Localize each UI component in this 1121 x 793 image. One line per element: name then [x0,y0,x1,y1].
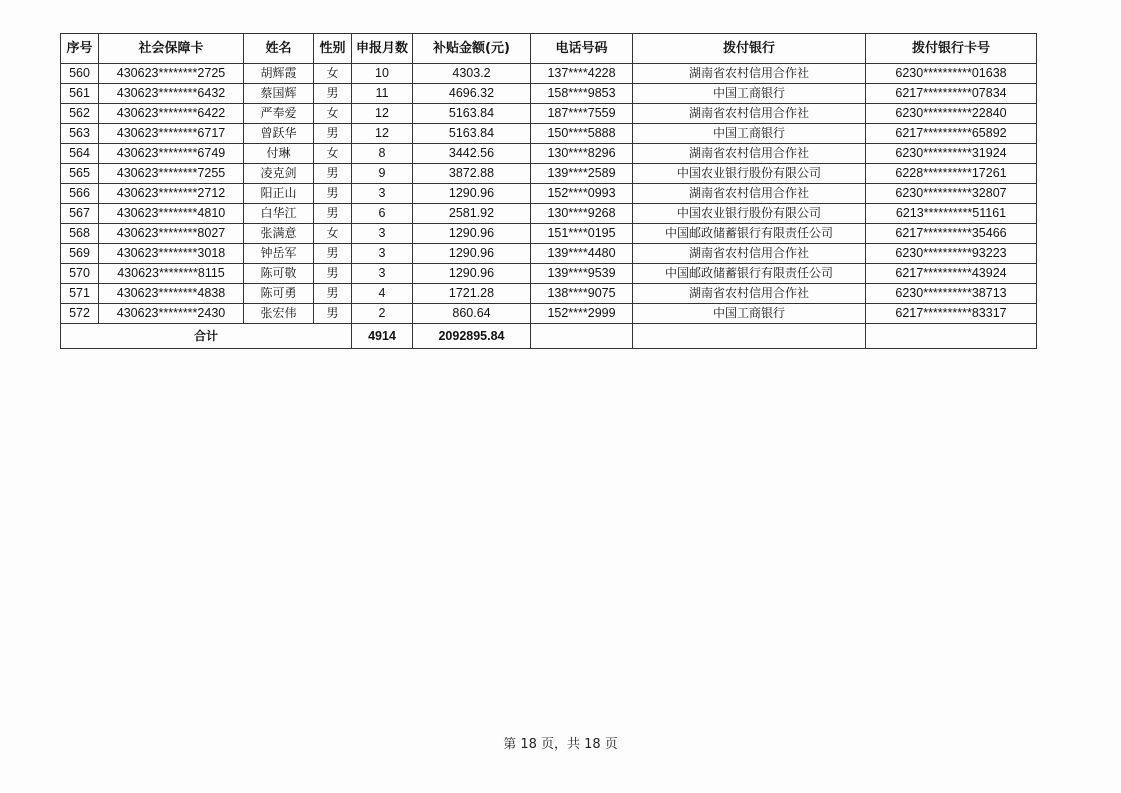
table-row [61,104,1037,124]
table-body [61,64,1037,324]
cell-name: 张满意 [244,224,314,244]
cell-name: 陈可敬 [244,264,314,284]
cell-phone: 130****9268 [531,204,633,224]
cell-amount: 3872.88 [413,164,531,184]
cell-amount: 4696.32 [413,84,531,104]
cell-social-card: 430623********6432 [99,84,244,104]
cell-social-card: 430623********4810 [99,204,244,224]
cell-name: 付琳 [244,144,314,164]
cell-bank: 湖南省农村信用合作社 [633,104,866,124]
cell-months: 9 [352,164,413,184]
header-seq: 序号 [61,34,99,64]
cell-bank-card: 6230**********32807 [866,184,1037,204]
cell-amount: 1290.96 [413,224,531,244]
table-header-row [61,34,1037,64]
header-gender: 性别 [314,34,352,64]
cell-name: 张宏伟 [244,304,314,324]
cell-amount: 1290.96 [413,184,531,204]
cell-seq: 566 [61,184,99,204]
cell-phone: 158****9853 [531,84,633,104]
cell-bank-card: 6230**********38713 [866,284,1037,304]
cell-name: 蔡国辉 [244,84,314,104]
cell-bank: 中国工商银行 [633,304,866,324]
cell-amount: 5163.84 [413,104,531,124]
total-amount: 2092895.84 [413,324,531,349]
cell-gender: 男 [314,244,352,264]
total-empty-cell [633,324,866,349]
cell-name: 陈可勇 [244,284,314,304]
cell-social-card: 430623********8115 [99,264,244,284]
cell-bank-card: 6217**********65892 [866,124,1037,144]
cell-bank-card: 6230**********93223 [866,244,1037,264]
cell-months: 3 [352,244,413,264]
cell-gender: 男 [314,264,352,284]
cell-gender: 男 [314,84,352,104]
header-amount: 补贴金额(元) [413,34,531,64]
cell-months: 3 [352,224,413,244]
cell-gender: 男 [314,284,352,304]
cell-gender: 女 [314,104,352,124]
cell-phone: 151****0195 [531,224,633,244]
cell-phone: 138****9075 [531,284,633,304]
cell-social-card: 430623********4838 [99,284,244,304]
cell-bank: 湖南省农村信用合作社 [633,184,866,204]
header-months: 申报月数 [352,34,413,64]
cell-name: 曾跃华 [244,124,314,144]
table-row [61,224,1037,244]
cell-bank: 湖南省农村信用合作社 [633,284,866,304]
cell-gender: 男 [314,184,352,204]
table-row [61,184,1037,204]
cell-social-card: 430623********8027 [99,224,244,244]
header-bank: 拨付银行 [633,34,866,64]
cell-seq: 570 [61,264,99,284]
cell-gender: 男 [314,304,352,324]
cell-phone: 152****0993 [531,184,633,204]
total-empty-cell [531,324,633,349]
cell-bank: 中国邮政储蓄银行有限责任公司 [633,264,866,284]
cell-bank-card: 6217**********07834 [866,84,1037,104]
cell-months: 12 [352,104,413,124]
cell-social-card: 430623********3018 [99,244,244,264]
cell-gender: 男 [314,164,352,184]
cell-bank-card: 6217**********83317 [866,304,1037,324]
cell-amount: 1721.28 [413,284,531,304]
cell-seq: 569 [61,244,99,264]
cell-gender: 男 [314,124,352,144]
cell-bank: 中国工商银行 [633,124,866,144]
table-row [61,264,1037,284]
cell-seq: 572 [61,304,99,324]
cell-months: 2 [352,304,413,324]
cell-bank-card: 6230**********01638 [866,64,1037,84]
cell-months: 12 [352,124,413,144]
cell-bank: 湖南省农村信用合作社 [633,144,866,164]
total-months: 4914 [352,324,413,349]
table-row [61,144,1037,164]
cell-social-card: 430623********7255 [99,164,244,184]
cell-months: 3 [352,264,413,284]
cell-bank-card: 6230**********22840 [866,104,1037,124]
table-row [61,284,1037,304]
cell-gender: 女 [314,224,352,244]
cell-amount: 860.64 [413,304,531,324]
table-row [61,204,1037,224]
cell-amount: 1290.96 [413,244,531,264]
total-empty-cell [866,324,1037,349]
cell-amount: 4303.2 [413,64,531,84]
cell-phone: 187****7559 [531,104,633,124]
cell-phone: 152****2999 [531,304,633,324]
page-number-footer: 第 18 页，共 18 页 [503,737,618,752]
cell-seq: 561 [61,84,99,104]
cell-seq: 568 [61,224,99,244]
cell-bank-card: 6217**********43924 [866,264,1037,284]
table-row [61,164,1037,184]
header-name: 姓名 [244,34,314,64]
cell-name: 白华江 [244,204,314,224]
cell-seq: 562 [61,104,99,124]
cell-bank-card: 6228**********17261 [866,164,1037,184]
cell-name: 阳正山 [244,184,314,204]
subsidy-table [60,33,1037,349]
cell-gender: 女 [314,144,352,164]
cell-months: 11 [352,84,413,104]
cell-gender: 女 [314,64,352,84]
cell-bank: 湖南省农村信用合作社 [633,244,866,264]
cell-phone: 130****8296 [531,144,633,164]
cell-social-card: 430623********2430 [99,304,244,324]
cell-bank: 中国农业银行股份有限公司 [633,204,866,224]
table-row [61,124,1037,144]
cell-gender: 男 [314,204,352,224]
header-social-card: 社会保障卡 [99,34,244,64]
cell-months: 3 [352,184,413,204]
table-row [61,84,1037,104]
cell-bank-card: 6213**********51161 [866,204,1037,224]
total-row [61,324,1037,349]
cell-phone: 139****9539 [531,264,633,284]
table-row [61,244,1037,264]
cell-social-card: 430623********2725 [99,64,244,84]
cell-months: 10 [352,64,413,84]
cell-months: 4 [352,284,413,304]
cell-social-card: 430623********2712 [99,184,244,204]
cell-name: 凌克剑 [244,164,314,184]
cell-phone: 139****2589 [531,164,633,184]
cell-amount: 5163.84 [413,124,531,144]
cell-name: 钟岳军 [244,244,314,264]
table-row [61,304,1037,324]
cell-seq: 571 [61,284,99,304]
cell-months: 6 [352,204,413,224]
cell-phone: 137****4228 [531,64,633,84]
cell-amount: 1290.96 [413,264,531,284]
header-bank-card: 拨付银行卡号 [866,34,1037,64]
cell-social-card: 430623********6422 [99,104,244,124]
header-phone: 电话号码 [531,34,633,64]
cell-seq: 563 [61,124,99,144]
cell-social-card: 430623********6717 [99,124,244,144]
cell-name: 胡辉霞 [244,64,314,84]
cell-bank: 湖南省农村信用合作社 [633,64,866,84]
cell-seq: 564 [61,144,99,164]
cell-seq: 565 [61,164,99,184]
cell-bank: 中国邮政储蓄银行有限责任公司 [633,224,866,244]
cell-phone: 150****5888 [531,124,633,144]
cell-seq: 560 [61,64,99,84]
cell-bank: 中国农业银行股份有限公司 [633,164,866,184]
cell-months: 8 [352,144,413,164]
cell-amount: 2581.92 [413,204,531,224]
cell-bank: 中国工商银行 [633,84,866,104]
total-label: 合计 [61,324,352,349]
cell-phone: 139****4480 [531,244,633,264]
cell-seq: 567 [61,204,99,224]
cell-bank-card: 6230**********31924 [866,144,1037,164]
cell-bank-card: 6217**********35466 [866,224,1037,244]
cell-social-card: 430623********6749 [99,144,244,164]
table-row [61,64,1037,84]
cell-name: 严奉爱 [244,104,314,124]
cell-amount: 3442.56 [413,144,531,164]
